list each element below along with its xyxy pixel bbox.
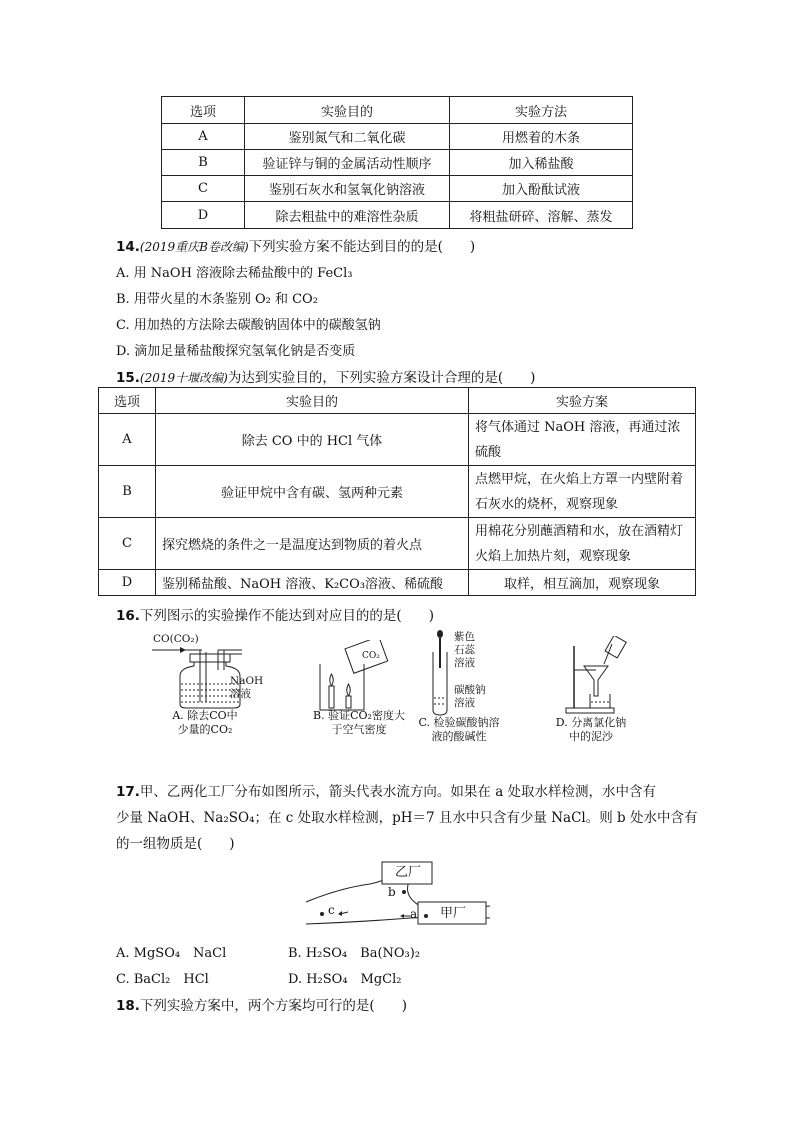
label-solution: 溶液 (454, 697, 475, 709)
option-c: C. BaCl₂ HCl (116, 972, 209, 987)
table-header: 实验方法 (450, 97, 633, 124)
label-sodium-carbonate: 碳酸钠 (454, 684, 486, 696)
option-d: D. 滴加足量稀盐酸探究氢氧化钠是否变质 (116, 344, 356, 359)
table-cell: D (162, 202, 245, 229)
label-factory-jia: 甲厂 (440, 906, 467, 921)
question-text-line: 的一组物质是( ) (116, 836, 235, 852)
table-header: 选项 (99, 388, 156, 414)
question-14 (116, 235, 475, 255)
table-cell: 加入酚酞试液 (450, 176, 633, 202)
table-cell: 点燃甲烷，在火焰上方罩一内壁附着石灰水的烧杯，观察现象 (469, 466, 696, 518)
caption-c (412, 716, 506, 744)
table-cell: 探究燃烧的条件之一是温度达到物质的着火点 (156, 518, 469, 570)
table-cell: C (162, 176, 245, 202)
question-16 (116, 604, 434, 624)
label-solution: 溶液 (230, 688, 251, 700)
table-cell: 加入稀盐酸 (450, 150, 633, 176)
option-a: A. 用 NaOH 溶液除去稀盐酸中的 FeCl₃ (116, 266, 353, 281)
question-number: 17. (116, 784, 140, 800)
label-c: c (328, 903, 335, 917)
question-number: 18. (116, 998, 140, 1014)
label-a: a (410, 907, 418, 921)
table-cell: 鉴别氮气和二氧化碳 (245, 124, 450, 150)
table-header: 实验方案 (469, 388, 696, 414)
question-number: 16. (116, 608, 140, 624)
table-header: 实验目的 (245, 97, 450, 124)
caption-line: 液的酸碱性 (431, 730, 487, 743)
label-factory-yi: 乙厂 (395, 865, 422, 880)
label-gas-in: CO(CO₂) (153, 633, 199, 645)
caption-line: D. 分离氯化钠 (555, 716, 627, 729)
question-18 (116, 994, 407, 1014)
question-stem: 下列实验方案中，两个方案均可行的是( ) (139, 998, 407, 1014)
test-tube-dropper-icon (430, 630, 450, 716)
question-source: (2019十堰改编) (139, 371, 228, 385)
table-header: 选项 (162, 97, 245, 124)
option-c: C. 用加热的方法除去碳酸钠固体中的碳酸氢钠 (116, 318, 381, 333)
table-cell: 除去粗盐中的难溶性杂质 (245, 202, 450, 229)
label-co2: CO₂ (362, 651, 380, 661)
table-cell: 取样，相互滴加，观察现象 (469, 570, 696, 596)
table-cell: C (99, 518, 156, 570)
question-text-line: 甲、乙两化工厂分布如图所示，箭头代表水流方向。如果在 a 处取水样检测，水中含有 (139, 784, 657, 800)
table-cell: 将气体通过 NaOH 溶液，再通过浓硫酸 (469, 414, 696, 466)
table-q13 (161, 96, 633, 229)
option-b: B. H₂SO₄ Ba(NO₃)₂ (288, 946, 421, 961)
table-cell: 鉴别石灰水和氢氧化钠溶液 (245, 176, 450, 202)
caption-line: 于空气密度 (331, 723, 387, 736)
table-cell: 除去 CO 中的 HCl 气体 (156, 414, 469, 466)
caption-line: 少量的CO₂ (177, 723, 233, 736)
table-q15 (98, 387, 696, 596)
filtration-apparatus-icon (560, 636, 630, 716)
table-cell: 用燃着的木条 (450, 124, 633, 150)
question-15 (116, 366, 535, 386)
caption-line: C. 检验碳酸钠溶 (418, 716, 500, 729)
table-cell: 验证甲烷中含有碳、氢两种元素 (156, 466, 469, 518)
caption-line: 中的泥沙 (569, 730, 613, 743)
table-cell: A (162, 124, 245, 150)
label-naoh: NaOH (230, 675, 264, 687)
table-cell: 鉴别稀盐酸、NaOH 溶液、K₂CO₃溶液、稀硫酸 (156, 570, 469, 596)
table-cell: D (99, 570, 156, 596)
table-cell: 将粗盐研碎、溶解、蒸发 (450, 202, 633, 229)
question-stem: 为达到实验目的，下列实验方案设计合理的是( ) (227, 370, 536, 386)
question-stem: 下列实验方案不能达到目的的是( ) (248, 239, 476, 255)
beaker-candles-icon (312, 640, 392, 712)
question-17 (116, 780, 656, 800)
question-stem: 下列图示的实验操作不能达到对应目的的是( ) (139, 608, 434, 624)
label-litmus: 石蕊 (454, 644, 475, 656)
caption-line: A. 除去CO中 (172, 709, 238, 722)
label-solution: 溶液 (454, 657, 475, 669)
question-text-line: 少量 NaOH、Na₂SO₄；在 c 处取水样检测，pH＝7 且水中只含有少量 NaCl。则 b 处水中含有 (116, 810, 698, 826)
table-cell: 验证锌与铜的金属活动性顺序 (245, 150, 450, 176)
question-number: 15. (116, 370, 140, 386)
table-cell: A (99, 414, 156, 466)
label-purple: 紫色 (454, 631, 475, 643)
caption-line: B. 验证CO₂密度大 (313, 709, 405, 722)
option-b: B. 用带火星的木条鉴别 O₂ 和 CO₂ (116, 292, 318, 307)
caption-a (160, 709, 250, 737)
caption-d (546, 716, 636, 744)
option-a: A. MgSO₄ NaCl (116, 946, 227, 961)
table-cell: B (162, 150, 245, 176)
question-source: (2019重庆B卷改编) (139, 240, 249, 254)
option-d: D. H₂SO₄ MgCl₂ (288, 972, 402, 987)
caption-b (300, 709, 418, 737)
table-cell: B (99, 466, 156, 518)
table-cell: 用棉花分别蘸酒精和水，放在酒精灯火焰上加热片刻，观察现象 (469, 518, 696, 570)
label-b: b (388, 885, 396, 899)
question-number: 14. (116, 239, 140, 255)
table-header: 实验目的 (156, 388, 469, 414)
